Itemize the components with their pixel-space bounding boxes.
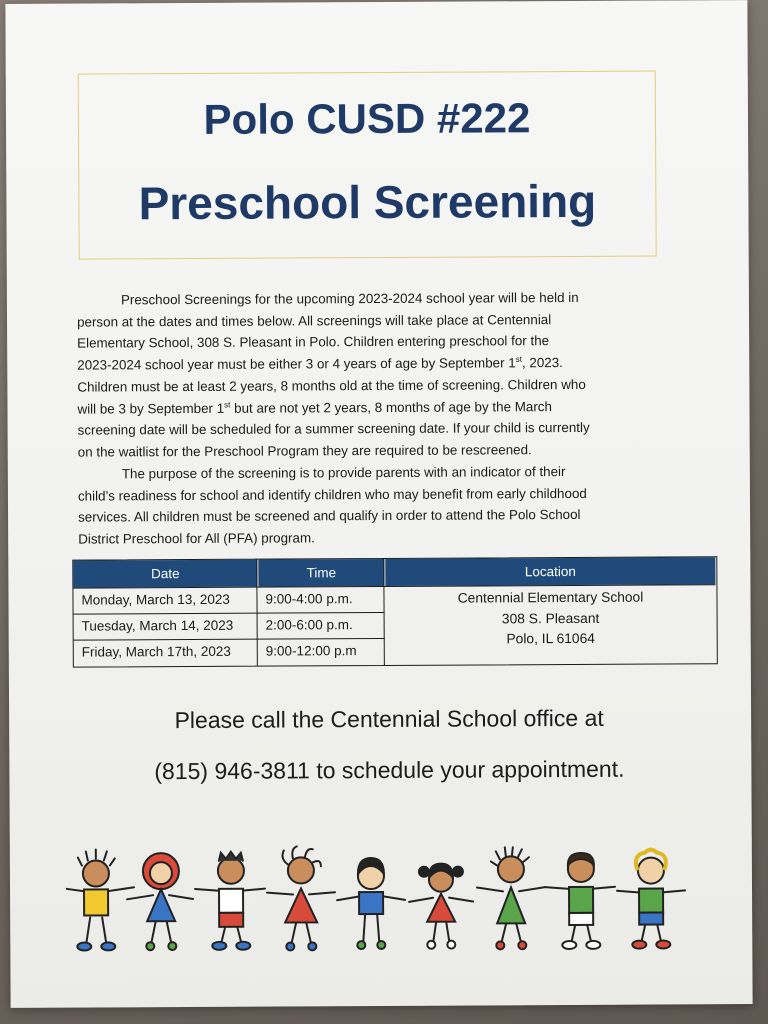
schedule-table (72, 556, 718, 667)
row-3-time: 9:00-12:00 p.m (265, 643, 357, 659)
child-figure (66, 849, 135, 950)
location-school: Centennial Elementary School (457, 589, 644, 606)
intro-line-6: will be 3 by September 1st but are not yet 2 years, 8 months of age by the March (77, 398, 552, 417)
row-2-time: 2:00-6:00 p.m. (265, 617, 353, 633)
child-figure (195, 852, 266, 950)
location-city: Polo, IL 61064 (506, 630, 595, 647)
title-program: Preschool Screening (138, 174, 597, 230)
call-phone: (815) 946-3811 to schedule your appointment. (154, 755, 625, 785)
purpose-paragraph (78, 461, 658, 551)
child-figure (127, 853, 194, 950)
purpose-line-1: The purpose of the screening is to provide parents with an indicator of their (121, 464, 566, 482)
intro-line-8: on the waitlist for the Preschool Program they are required to be rescreened. (77, 442, 532, 460)
header-time: Time (258, 559, 384, 587)
child-figure (409, 864, 473, 949)
row-3-date: Friday, March 17th, 2023 (81, 643, 231, 660)
intro-line-3: Elementary School, 308 S. Pleasant in Polo. Children entering preschool for the (77, 333, 550, 351)
child-figure (617, 849, 686, 948)
row-1-time: 9:00-4:00 p.m. (265, 591, 353, 607)
child-figure (267, 846, 336, 950)
header-date: Date (73, 560, 257, 588)
children-illustration (66, 840, 707, 963)
intro-line-1: Preschool Screenings for the upcoming 2023-2024 school year will be held in (120, 289, 579, 308)
row-1-date: Monday, March 13, 2023 (81, 591, 230, 608)
flyer-sheet (5, 0, 752, 1008)
intro-line-7: screening date will be scheduled for a summer screening date. If your child is currently (77, 420, 590, 438)
title-district: Polo CUSD #222 (203, 94, 531, 143)
purpose-line-3: services. All children must be screened and qualify in order to attend the Polo School (78, 507, 581, 525)
row-2-date: Tuesday, March 14, 2023 (81, 617, 234, 634)
title-box (78, 71, 657, 260)
intro-line-4: 2023-2024 school year must be either 3 or 4 years of age by September 1st, 2023. (77, 354, 563, 373)
location-street: 308 S. Pleasant (501, 610, 600, 626)
child-figure (477, 847, 546, 949)
intro-line-2: person at the dates and times below. All screenings will take place at Centennial (77, 311, 552, 330)
location-cell (385, 587, 715, 650)
purpose-line-2: child’s readiness for school and identify children who may benefit from early childhood (77, 485, 587, 504)
child-figure (337, 858, 405, 949)
call-instruction: Please call the Centennial School office at (174, 704, 604, 734)
intro-line-5: Children must be at least 2 years, 8 months old at the time of screening. Children who (77, 376, 586, 395)
intro-paragraph (77, 287, 658, 464)
purpose-line-4: District Preschool for All (PFA) program. (78, 530, 315, 547)
header-location: Location (385, 557, 715, 586)
child-figure (545, 853, 616, 949)
